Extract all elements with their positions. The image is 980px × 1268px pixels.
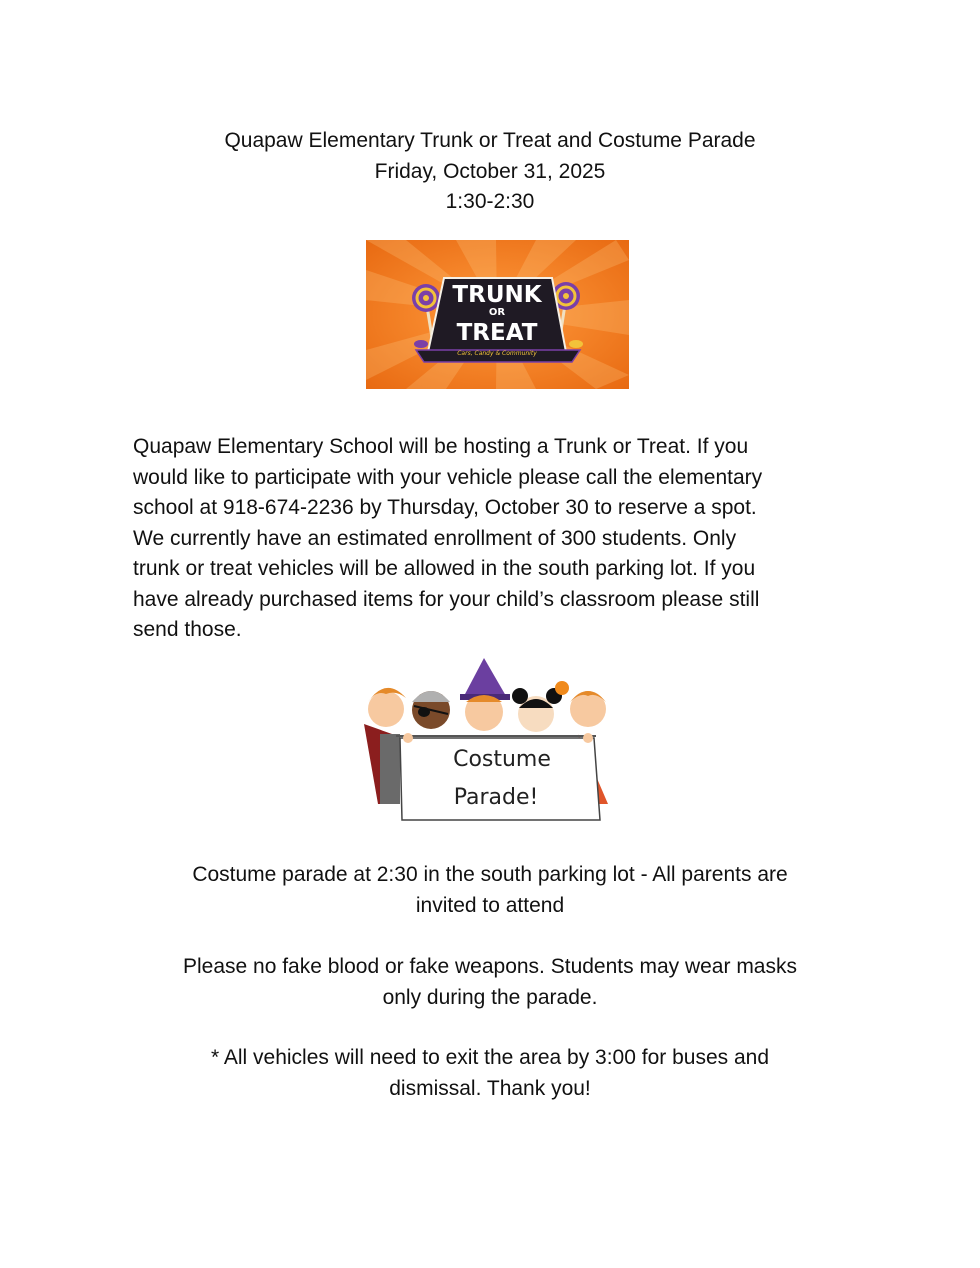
rules-note	[0, 952, 980, 1013]
costume-parade-illustration	[356, 654, 628, 826]
parade-note-line: invited to attend	[415, 893, 565, 917]
exit-note	[0, 1043, 980, 1104]
paragraph-line: We currently have an estimated enrollment of 300 students. Only	[133, 526, 737, 550]
paragraph-line: Quapaw Elementary School will be hosting a Trunk or Treat. If you	[133, 435, 749, 458]
banner-or-text: OR	[488, 307, 506, 318]
event-date: Friday, October 31, 2025	[374, 159, 606, 183]
banner-tagline: Cars, Candy & Community	[457, 350, 537, 357]
rules-note-line: Please no fake blood or fake weapons. Students may wear masks	[182, 955, 797, 978]
kid-witch	[460, 658, 510, 731]
exit-note-line: dismissal. Thank you!	[389, 1076, 591, 1100]
paragraph-line: have already purchased items for your child’s classroom please still	[133, 587, 760, 611]
parade-note	[0, 860, 980, 921]
event-header	[0, 126, 980, 218]
exit-note-line: * All vehicles will need to exit the area by 3:00 for buses and	[211, 1046, 769, 1069]
costume-kids-clipart	[356, 654, 628, 826]
announcement-paragraph	[133, 432, 833, 646]
banner-trunk-text: TRUNK	[452, 282, 542, 308]
banner-treat-text: TREAT	[456, 320, 538, 346]
kid-pirate	[412, 691, 450, 729]
paragraph-line: send those.	[133, 618, 242, 641]
event-time: 1:30-2:30	[445, 190, 535, 213]
event-title: Quapaw Elementary Trunk or Treat and Costume Parade	[224, 129, 756, 152]
paragraph-line: trunk or treat vehicles will be allowed in the south parking lot. If you	[133, 557, 756, 580]
parade-note-line: Costume parade at 2:30 in the south parking lot - All parents are	[192, 863, 788, 886]
sign-parade-text: Parade!	[453, 785, 539, 810]
paragraph-line: school at 918-674-2236 by Thursday, October 30 to reserve a spot.	[133, 496, 757, 519]
sign-costume-text: Costume	[453, 747, 551, 772]
kid-girl	[512, 681, 569, 732]
rules-note-line: only during the parade.	[382, 985, 598, 1009]
trunk-or-treat-logo	[366, 240, 629, 389]
paragraph-line: would like to participate with your vehicle please call the elementary	[133, 465, 763, 489]
trunk-or-treat-banner	[366, 240, 629, 389]
